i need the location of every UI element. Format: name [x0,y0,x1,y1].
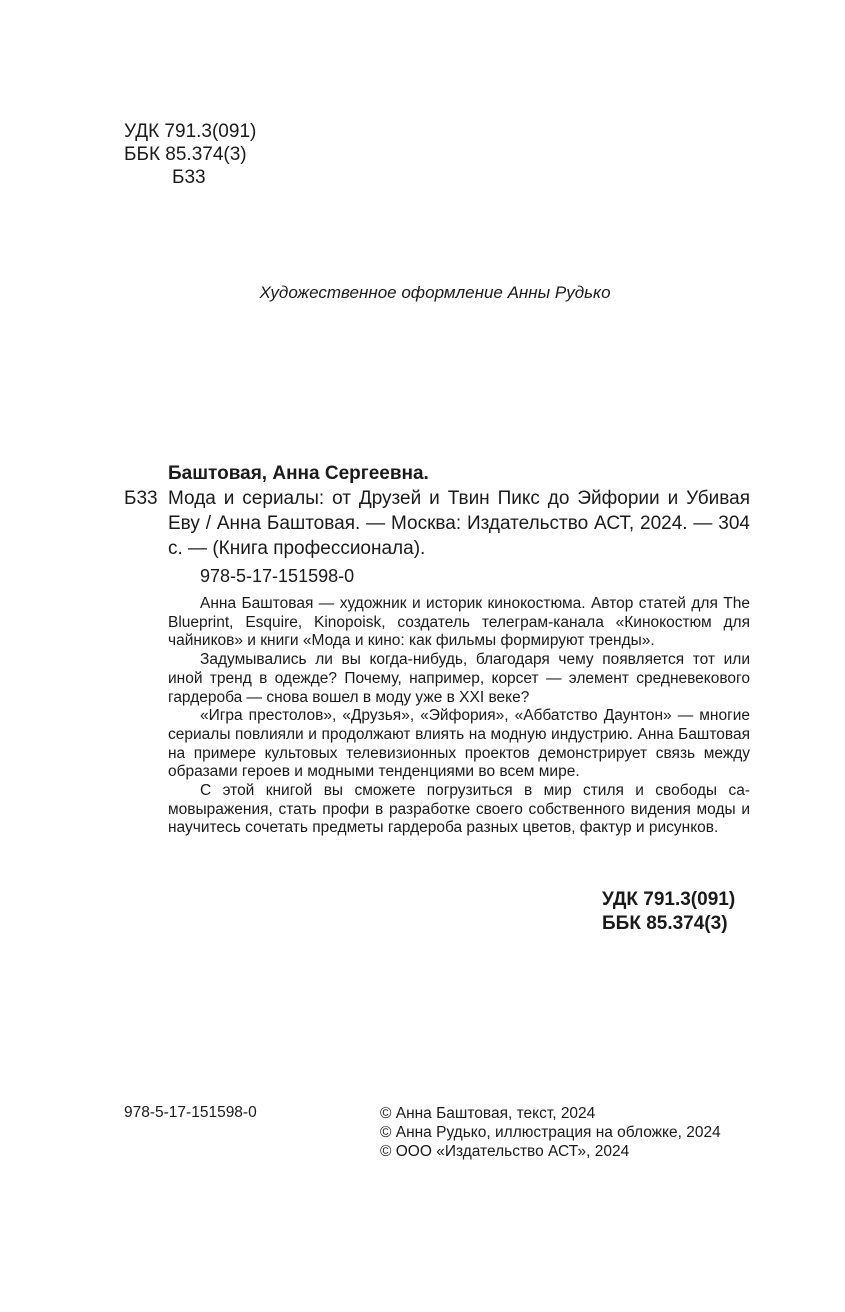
copyright-block [380,1104,721,1161]
classification-header [124,120,256,189]
udk-code-bold: УДК 791.3(091) [602,889,736,910]
classification-codes [602,888,735,936]
annotation-paragraph: С этой книгой вы сможете погрузиться в мир стиля и свободы самовыражения, стать профи в разработке своего собственного видения моды и научитесь сочетать предметы гардероба разных цветов, фактур и рисунков. [168,782,750,837]
catalog-isbn: 978-5-17-151598-0 [200,566,355,586]
annotation-paragraph: Анна Баштовая — художник и историк кинокостюма. Автор статей для The Blueprint, Esquire, Kinopoisk, создатель телеграм-канала «Кинокостюм для чайников» и книги «Мода и кино: как фильмы формируют тренды». [168,595,750,650]
catalog-entry [124,486,750,561]
bbk-code-bold: ББК 85.374(3) [602,913,728,934]
udk-code: УДК 791.3(091) [124,121,257,142]
catalog-description: Мода и сериалы: от Друзей и Твин Пикс до Эйфории и Убивая Еву / Анна Баштовая. — Москва: Издательство АСТ, 2024. — 304 с. — (Книга профессионала). [168,488,750,559]
annotation-paragraph: Задумывались ли вы когда-нибудь, благодаря чему появляется тот или иной тренд в одежде? Почему, например, корсет — элемент средневекового гардероба — снова вошел в моду уже в XXI веке? [168,651,750,706]
artist-credit: Художественное оформление Анны Рудько [259,283,611,302]
catalog-author: Баштовая, Анна Сергеевна. [168,463,429,484]
copyright-line: © ООО «Издательство АСТ», 2024 [380,1143,630,1160]
copyright-line: © Анна Рудько, иллюстрация на обложке, 2024 [380,1124,721,1141]
catalog-code: Б33 [124,488,158,509]
footer-isbn: 978-5-17-151598-0 [124,1104,257,1121]
annotation [168,595,750,838]
author-mark: Б33 [172,167,206,188]
bbk-code: ББК 85.374(3) [124,144,247,165]
copyright-line: © Анна Баштовая, текст, 2024 [380,1105,596,1122]
annotation-paragraph: «Игра престолов», «Друзья», «Эйфория», «Аббатство Даунтон» — многие сериалы повлияли и продолжают влиять на модную индустрию. Анна Баштовая на примере культовых телевизионных проектов демонстрирует связь между образами героев и модными тенденциями во всем мире. [168,707,750,781]
